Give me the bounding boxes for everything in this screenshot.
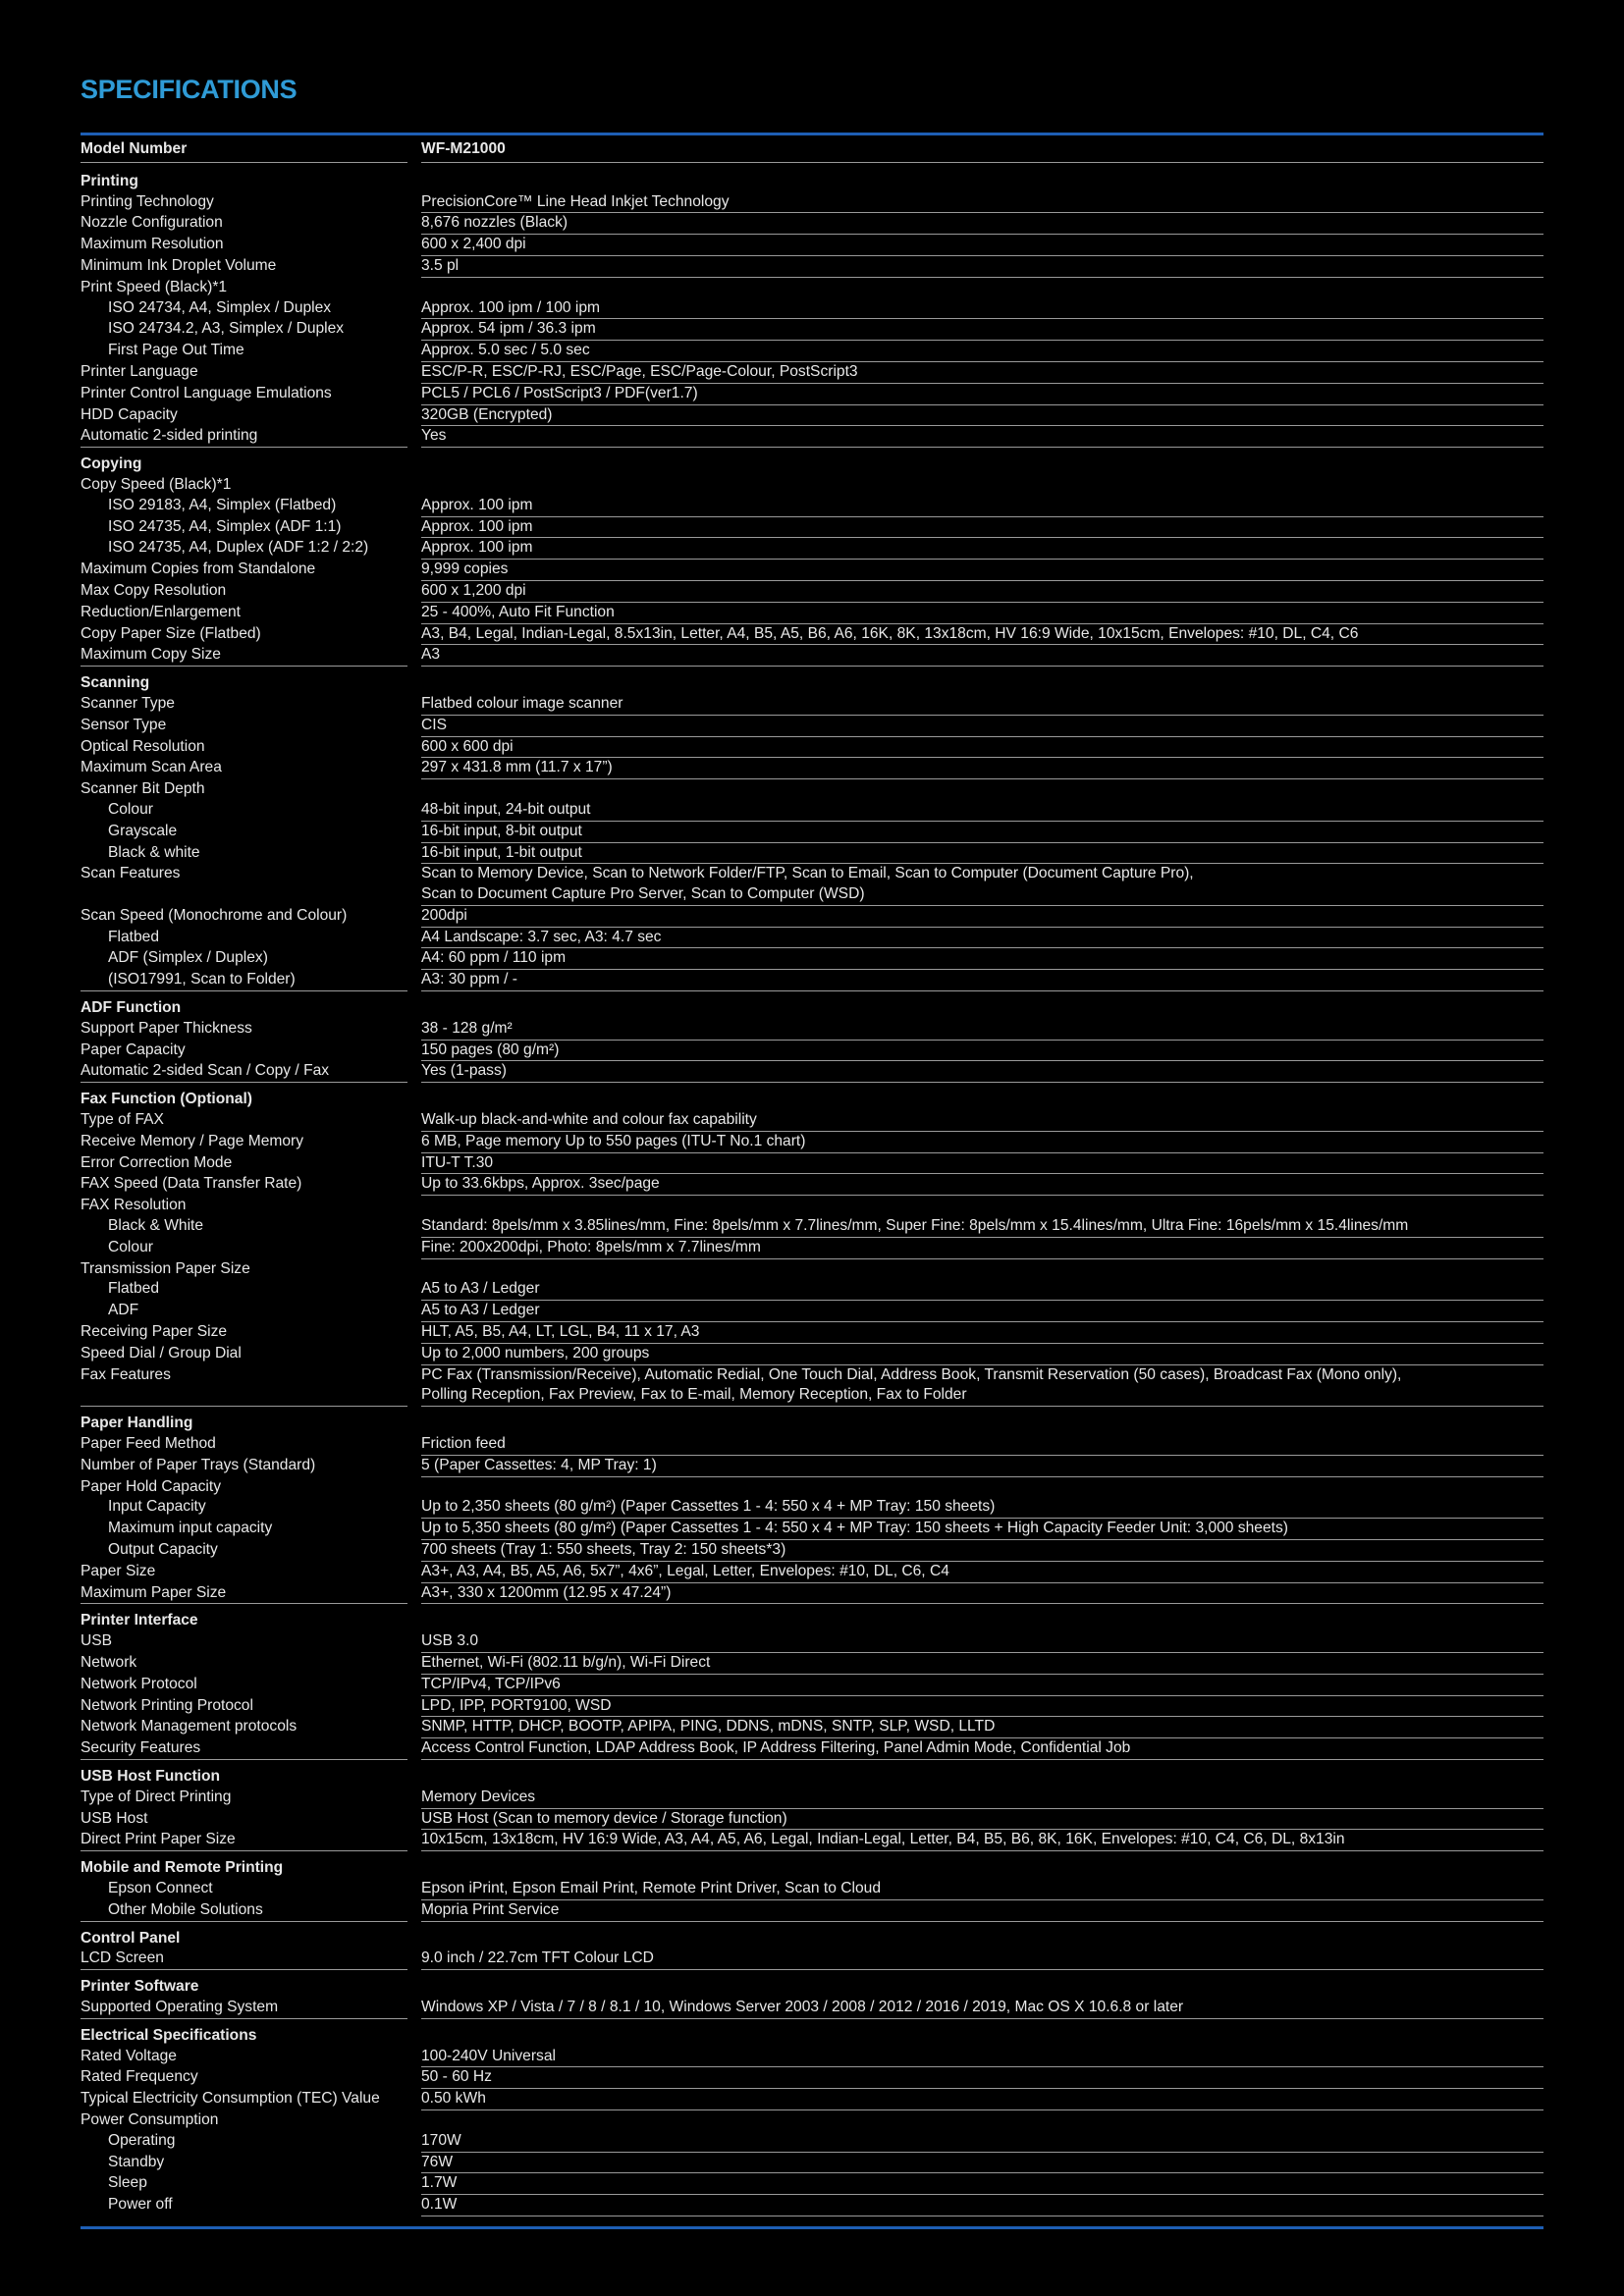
- spec-label: Power off: [108, 2196, 173, 2214]
- spec-row: [81, 1216, 1543, 1238]
- spec-row: [81, 1061, 1543, 1083]
- spec-value: ESC/P-R, ESC/P-RJ, ESC/Page, ESC/Page-Colour, PostScript3: [421, 362, 1543, 384]
- spec-label: Flatbed: [108, 1280, 160, 1298]
- spec-row: [81, 192, 1543, 214]
- spec-row: [81, 1998, 1543, 2019]
- spec-label: Direct Print Paper Size: [81, 1830, 407, 1851]
- spec-row: [81, 1696, 1543, 1718]
- spec-value: [421, 172, 1543, 192]
- spec-label: USB Host: [81, 1809, 148, 1827]
- spec-row: [81, 906, 1543, 928]
- spec-value: [421, 2110, 1543, 2131]
- spec-row: [81, 213, 1543, 235]
- spec-value: A3: [421, 645, 1543, 667]
- spec-label: Black & white: [108, 843, 200, 861]
- spec-label: Paper Capacity: [81, 1041, 186, 1058]
- spec-value: [421, 1977, 1543, 1998]
- spec-value: A4: 60 ppm / 110 ipm: [421, 948, 1543, 970]
- top-rule: [81, 133, 1543, 135]
- spec-value: 9.0 inch / 22.7cm TFT Colour LCD: [421, 1949, 1543, 1970]
- spec-label: USB: [81, 1632, 113, 1650]
- bottom-rule: [81, 2226, 1543, 2229]
- spec-label: Other Mobile Solutions: [81, 1900, 407, 1922]
- section-heading: [81, 1090, 1543, 1110]
- spec-value: A5 to A3 / Ledger: [421, 1279, 1543, 1301]
- spec-label: Automatic 2-sided Scan / Copy / Fax: [81, 1061, 407, 1083]
- spec-label: Receiving Paper Size: [81, 1323, 228, 1341]
- spec-row: [81, 560, 1543, 581]
- spec-value: [421, 779, 1543, 800]
- spec-value: [421, 1259, 1543, 1280]
- spec-label: Sensor Type: [81, 716, 167, 733]
- spec-label: Epson Connect: [108, 1879, 213, 1896]
- section-title: Printing: [81, 172, 138, 189]
- spec-value: USB 3.0: [421, 1631, 1543, 1653]
- spec-value: Up to 33.6kbps, Approx. 3sec/page: [421, 1174, 1543, 1196]
- spec-value: Access Control Function, LDAP Address Book, IP Address Filtering, Panel Admin Mode, Confidential Job: [421, 1738, 1543, 1760]
- spec-row: [81, 1540, 1543, 1562]
- spec-row: [81, 758, 1543, 779]
- spec-value: Approx. 100 ipm: [421, 496, 1543, 517]
- spec-value: 100-240V Universal: [421, 2047, 1543, 2068]
- spec-row: [81, 1301, 1543, 1322]
- spec-value: 50 - 60 Hz: [421, 2067, 1543, 2089]
- spec-value: 297 x 431.8 mm (11.7 x 17”): [421, 758, 1543, 779]
- spec-label: Reduction/Enlargement: [81, 603, 241, 620]
- spec-value: 5 (Paper Cassettes: 4, MP Tray: 1): [421, 1456, 1543, 1477]
- spec-value: [421, 1767, 1543, 1788]
- spec-value: 0.1W: [421, 2195, 1543, 2216]
- spec-label: Maximum Resolution: [81, 236, 224, 253]
- spec-value: SNMP, HTTP, DHCP, BOOTP, APIPA, PING, DDNS, mDNS, SNTP, SLP, WSD, LLTD: [421, 1717, 1543, 1738]
- spec-label: Maximum Copy Size: [81, 645, 407, 667]
- spec-value: Friction feed: [421, 1434, 1543, 1456]
- spec-row: [81, 278, 1543, 298]
- spec-label: Copy Speed (Black)*1: [81, 475, 232, 493]
- spec-label: Minimum Ink Droplet Volume: [81, 256, 277, 274]
- section-title: Mobile and Remote Printing: [81, 1859, 284, 1877]
- spec-label: Flatbed: [108, 928, 160, 945]
- spec-value: Up to 2,350 sheets (80 g/m²) (Paper Cassettes 1 - 4: 550 x 4 + MP Tray: 150 sheets): [421, 1497, 1543, 1519]
- spec-row: [81, 405, 1543, 427]
- spec-value: [421, 1929, 1543, 1949]
- spec-label: ISO 24735, A4, Duplex (ADF 1:2 / 2:2): [108, 539, 369, 557]
- spec-value: [421, 1611, 1543, 1631]
- spec-row: [81, 139, 1543, 165]
- spec-value: Ethernet, Wi-Fi (802.11 b/g/n), Wi-Fi Direct: [421, 1653, 1543, 1675]
- spec-label: LCD Screen: [81, 1949, 407, 1970]
- spec-row: [81, 581, 1543, 603]
- spec-value: 170W: [421, 2131, 1543, 2153]
- spec-value: Approx. 54 ipm / 36.3 ipm: [421, 319, 1543, 341]
- spec-value: 48-bit input, 24-bit output: [421, 800, 1543, 822]
- spec-value: [421, 2026, 1543, 2047]
- spec-row: [81, 1238, 1543, 1259]
- spec-value: A3+, A3, A4, B5, A5, A6, 5x7”, 4x6”, Legal, Letter, Envelopes: #10, DL, C6, C4: [421, 1562, 1543, 1583]
- spec-value: [421, 454, 1543, 475]
- spec-label: Rated Frequency: [81, 2068, 198, 2086]
- spec-row: [81, 2089, 1543, 2110]
- spec-value: [421, 1196, 1543, 1216]
- spec-value: PC Fax (Transmission/Receive), Automatic Redial, One Touch Dial, Address Book, Transmit Reservation (50 cases), Broadcast Fax (Mono only), Polling Reception, Fax Preview, Fax to E-mail, Memory Reception, Fax to Folder: [421, 1365, 1543, 1408]
- spec-row: [81, 970, 1543, 991]
- spec-label: Output Capacity: [108, 1541, 218, 1558]
- spec-row: [81, 694, 1543, 716]
- spec-label: Input Capacity: [108, 1498, 206, 1516]
- spec-label: Supported Operating System: [81, 1998, 407, 2019]
- spec-value: 9,999 copies: [421, 560, 1543, 581]
- spec-value: Walk-up black-and-white and colour fax capability: [421, 1110, 1543, 1132]
- spec-label: FAX Resolution: [81, 1197, 187, 1214]
- spec-value: 320GB (Encrypted): [421, 405, 1543, 427]
- spec-label: Transmission Paper Size: [81, 1259, 250, 1277]
- spec-value: 150 pages (80 g/m²): [421, 1041, 1543, 1062]
- spec-row: [81, 235, 1543, 256]
- spec-row: [81, 1519, 1543, 1540]
- spec-value: Up to 2,000 numbers, 200 groups: [421, 1344, 1543, 1365]
- section-heading: [81, 2026, 1543, 2047]
- spec-row: [81, 538, 1543, 560]
- spec-value: WF-M21000: [421, 139, 1543, 163]
- spec-row: [81, 864, 1543, 906]
- section-heading: [81, 1929, 1543, 1949]
- section-heading: [81, 1414, 1543, 1434]
- spec-value: 200dpi: [421, 906, 1543, 928]
- spec-row: [81, 2110, 1543, 2131]
- spec-row: [81, 843, 1543, 865]
- spec-row: [81, 2047, 1543, 2068]
- section-title: Scanning: [81, 674, 150, 692]
- spec-label: First Page Out Time: [108, 342, 244, 359]
- spec-row: [81, 1344, 1543, 1365]
- spec-value: TCP/IPv4, TCP/IPv6: [421, 1675, 1543, 1696]
- spec-value: Up to 5,350 sheets (80 g/m²) (Paper Cassettes 1 - 4: 550 x 4 + MP Tray: 150 sheets + High Capacity Feeder Unit: 3,000 sheets): [421, 1519, 1543, 1540]
- spec-value: [421, 475, 1543, 496]
- spec-row: [81, 1717, 1543, 1738]
- spec-value: 6 MB, Page memory Up to 550 pages (ITU-T No.1 chart): [421, 1132, 1543, 1153]
- spec-label: Printing Technology: [81, 192, 214, 210]
- spec-value: [421, 1414, 1543, 1434]
- spec-row: [81, 1675, 1543, 1696]
- spec-row: [81, 2173, 1543, 2195]
- spec-row: [81, 256, 1543, 278]
- spec-row: [81, 1279, 1543, 1301]
- section-heading: [81, 1858, 1543, 1879]
- spec-label: Automatic 2-sided printing: [81, 426, 407, 448]
- spec-row: [81, 1019, 1543, 1041]
- spec-label: Rated Voltage: [81, 2047, 177, 2064]
- spec-value: [421, 1858, 1543, 1879]
- spec-row: [81, 1900, 1543, 1922]
- page-title: SPECIFICATIONS: [81, 75, 298, 104]
- spec-label: ADF (Simplex / Duplex): [108, 949, 268, 967]
- spec-label: Sleep: [108, 2174, 147, 2192]
- spec-row: [81, 645, 1543, 667]
- section-heading: [81, 1767, 1543, 1788]
- spec-value: 600 x 600 dpi: [421, 737, 1543, 759]
- spec-row: [81, 426, 1543, 448]
- spec-row: [81, 1322, 1543, 1344]
- spec-row: [81, 948, 1543, 970]
- spec-label: Type of FAX: [81, 1111, 164, 1129]
- spec-row: [81, 822, 1543, 843]
- spec-label: Paper Size: [81, 1562, 156, 1579]
- spec-value: Approx. 100 ipm: [421, 517, 1543, 539]
- spec-value: ITU-T T.30: [421, 1153, 1543, 1175]
- spec-label: Security Features: [81, 1738, 407, 1760]
- spec-value: 16-bit input, 8-bit output: [421, 822, 1543, 843]
- section-title: Control Panel: [81, 1929, 181, 1947]
- spec-value: 3.5 pl: [421, 256, 1543, 278]
- spec-value: A5 to A3 / Ledger: [421, 1301, 1543, 1322]
- spec-label: Nozzle Configuration: [81, 214, 223, 232]
- spec-value: Flatbed colour image scanner: [421, 694, 1543, 716]
- spec-value: 8,676 nozzles (Black): [421, 213, 1543, 235]
- spec-value: CIS: [421, 716, 1543, 737]
- spec-value: Memory Devices: [421, 1788, 1543, 1809]
- spec-row: [81, 737, 1543, 759]
- spec-row: [81, 362, 1543, 384]
- spec-label: (ISO17991, Scan to Folder): [81, 970, 407, 991]
- spec-label: HDD Capacity: [81, 405, 178, 423]
- spec-label: Paper Hold Capacity: [81, 1477, 222, 1495]
- spec-row: [81, 716, 1543, 737]
- spec-value: Approx. 100 ipm: [421, 538, 1543, 560]
- spec-row: [81, 1809, 1543, 1831]
- spec-label: Scanner Bit Depth: [81, 780, 205, 798]
- section-title: Paper Handling: [81, 1415, 193, 1432]
- spec-row: [81, 1583, 1543, 1605]
- spec-value: 700 sheets (Tray 1: 550 sheets, Tray 2: 150 sheets*3): [421, 1540, 1543, 1562]
- spec-value: HLT, A5, B5, A4, LT, LGL, B4, 11 x 17, A3: [421, 1322, 1543, 1344]
- spec-value: A3+, 330 x 1200mm (12.95 x 47.24”): [421, 1583, 1543, 1605]
- spec-row: [81, 1738, 1543, 1760]
- spec-value: Approx. 5.0 sec / 5.0 sec: [421, 341, 1543, 362]
- spec-value: A4 Landscape: 3.7 sec, A3: 4.7 sec: [421, 928, 1543, 949]
- section-heading: [81, 1977, 1543, 1998]
- spec-row: [81, 496, 1543, 517]
- spec-row: [81, 1434, 1543, 1456]
- spec-label: Printer Language: [81, 362, 198, 380]
- spec-value: [421, 673, 1543, 694]
- spec-value: [421, 278, 1543, 298]
- section-title: Electrical Specifications: [81, 2026, 257, 2044]
- spec-value: Windows XP / Vista / 7 / 8 / 8.1 / 10, Windows Server 2003 / 2008 / 2012 / 2016 / 2019, Mac OS X 10.6.8 or later: [421, 1998, 1543, 2019]
- spec-value: 600 x 1,200 dpi: [421, 581, 1543, 603]
- section-heading: [81, 998, 1543, 1019]
- spec-row: [81, 1456, 1543, 1477]
- spec-label: Printer Control Language Emulations: [81, 384, 332, 401]
- spec-value: 1.7W: [421, 2173, 1543, 2195]
- spec-row: [81, 298, 1543, 320]
- spec-value: Fine: 200x200dpi, Photo: 8pels/mm x 7.7lines/mm: [421, 1238, 1543, 1259]
- spec-row: [81, 1110, 1543, 1132]
- spec-row: [81, 1259, 1543, 1280]
- spec-row: [81, 2067, 1543, 2089]
- spec-label: Type of Direct Printing: [81, 1788, 232, 1805]
- spec-label: Maximum input capacity: [108, 1520, 273, 1537]
- spec-value: Yes: [421, 426, 1543, 448]
- spec-label: Model Number: [81, 139, 407, 163]
- section-heading: [81, 454, 1543, 475]
- section-title: ADF Function: [81, 999, 182, 1017]
- spec-value: [421, 1090, 1543, 1110]
- spec-row: [81, 2195, 1543, 2216]
- spec-row: [81, 1041, 1543, 1062]
- spec-value: [421, 998, 1543, 1019]
- spec-value: 16-bit input, 1-bit output: [421, 843, 1543, 865]
- spec-label: Optical Resolution: [81, 737, 205, 755]
- spec-row: [81, 1788, 1543, 1809]
- spec-row: [81, 475, 1543, 496]
- section-title: USB Host Function: [81, 1767, 221, 1785]
- spec-row: [81, 1477, 1543, 1498]
- spec-row: [81, 1653, 1543, 1675]
- spec-label: Support Paper Thickness: [81, 1019, 252, 1037]
- spec-row: [81, 1830, 1543, 1851]
- spec-value: A3: 30 ppm / -: [421, 970, 1543, 991]
- spec-label: Scan Speed (Monochrome and Colour): [81, 906, 348, 924]
- spec-label: Standby: [108, 2153, 165, 2170]
- spec-label: Scan Features: [81, 865, 181, 882]
- spec-row: [81, 1132, 1543, 1153]
- spec-row: [81, 2153, 1543, 2174]
- spec-label: Scanner Type: [81, 694, 175, 712]
- spec-row: [81, 1949, 1543, 1970]
- spec-table: [81, 139, 1543, 2216]
- spec-row: [81, 517, 1543, 539]
- spec-label: FAX Speed (Data Transfer Rate): [81, 1175, 302, 1193]
- section-heading: [81, 673, 1543, 694]
- spec-value: Scan to Memory Device, Scan to Network Folder/FTP, Scan to Email, Scan to Computer (Document Capture Pro), Scan to Document Capture Pro Server, Scan to Computer (WSD): [421, 864, 1543, 906]
- spec-label: Power Consumption: [81, 2110, 219, 2128]
- spec-value: 600 x 2,400 dpi: [421, 235, 1543, 256]
- section-title: Printer Software: [81, 1978, 199, 1996]
- spec-row: [81, 800, 1543, 822]
- spec-row: [81, 1365, 1543, 1408]
- spec-row: [81, 341, 1543, 362]
- spec-row: [81, 1631, 1543, 1653]
- section-heading: [81, 172, 1543, 192]
- spec-row: [81, 624, 1543, 646]
- spec-label: ISO 24735, A4, Simplex (ADF 1:1): [108, 517, 342, 535]
- spec-label: Network Protocol: [81, 1675, 197, 1692]
- spec-row: [81, 384, 1543, 405]
- spec-row: [81, 1196, 1543, 1216]
- spec-label: Number of Paper Trays (Standard): [81, 1456, 316, 1473]
- spec-label: Operating: [108, 2131, 176, 2149]
- spec-label: ISO 24734.2, A3, Simplex / Duplex: [108, 320, 345, 338]
- spec-value: 38 - 128 g/m²: [421, 1019, 1543, 1041]
- spec-value: Standard: 8pels/mm x 3.85lines/mm, Fine: 8pels/mm x 7.7lines/mm, Super Fine: 8pels/mm x 15.4lines/mm, Ultra Fine: 16pels/mm x 15.4lines/mm: [421, 1216, 1543, 1238]
- spec-value: 10x15cm, 13x18cm, HV 16:9 Wide, A3, A4, A5, A6, Legal, Indian-Legal, Letter, B4, B5, B6, 8K, 16K, Envelopes: #10, C4, C6, DL, 8x13in: [421, 1830, 1543, 1851]
- spec-value: Mopria Print Service: [421, 1900, 1543, 1922]
- spec-value: PrecisionCore™ Line Head Inkjet Technology: [421, 192, 1543, 214]
- spec-row: [81, 1174, 1543, 1196]
- spec-label: Colour: [108, 1238, 153, 1255]
- spec-value: PCL5 / PCL6 / PostScript3 / PDF(ver1.7): [421, 384, 1543, 405]
- spec-row: [81, 1879, 1543, 1900]
- spec-row: [81, 1153, 1543, 1175]
- spec-label: ISO 29183, A4, Simplex (Flatbed): [108, 496, 337, 513]
- spec-label: Network Printing Protocol: [81, 1696, 253, 1714]
- spec-label: Paper Feed Method: [81, 1435, 216, 1453]
- section-title: Printer Interface: [81, 1612, 198, 1629]
- spec-value: A3, B4, Legal, Indian-Legal, 8.5x13in, Letter, A4, B5, A5, B6, A6, 16K, 8K, 13x18cm, HV 16:9 Wide, 10x15cm, Envelopes: #10, DL, C4, C6: [421, 624, 1543, 646]
- spec-label: Maximum Paper Size: [81, 1583, 407, 1605]
- spec-value: 76W: [421, 2153, 1543, 2174]
- spec-label: Receive Memory / Page Memory: [81, 1132, 304, 1149]
- spec-value: 25 - 400%, Auto Fit Function: [421, 603, 1543, 624]
- spec-label: Copy Paper Size (Flatbed): [81, 624, 261, 642]
- spec-row: [81, 603, 1543, 624]
- spec-value: 0.50 kWh: [421, 2089, 1543, 2110]
- spec-value: LPD, IPP, PORT9100, WSD: [421, 1696, 1543, 1718]
- spec-value: Epson iPrint, Epson Email Print, Remote Print Driver, Scan to Cloud: [421, 1879, 1543, 1900]
- section-title: Copying: [81, 455, 142, 473]
- spec-label: Network: [81, 1653, 137, 1671]
- spec-label: Typical Electricity Consumption (TEC) Value: [81, 2090, 380, 2108]
- spec-label: Network Management protocols: [81, 1718, 298, 1735]
- spec-row: [81, 1497, 1543, 1519]
- spec-row: [81, 1562, 1543, 1583]
- spec-label: Fax Features: [81, 1365, 407, 1408]
- spec-label: Print Speed (Black)*1: [81, 278, 228, 295]
- spec-value: Yes (1-pass): [421, 1061, 1543, 1083]
- spec-label: Max Copy Resolution: [81, 581, 227, 599]
- section-title: Fax Function (Optional): [81, 1091, 252, 1108]
- spec-value: Approx. 100 ipm / 100 ipm: [421, 298, 1543, 320]
- spec-row: [81, 928, 1543, 949]
- spec-label: ISO 24734, A4, Simplex / Duplex: [108, 298, 332, 316]
- spec-label: Grayscale: [108, 822, 178, 839]
- spec-row: [81, 779, 1543, 800]
- spec-label: Speed Dial / Group Dial: [81, 1344, 242, 1362]
- spec-value: USB Host (Scan to memory device / Storage function): [421, 1809, 1543, 1831]
- spec-value: [421, 1477, 1543, 1498]
- spec-row: [81, 319, 1543, 341]
- spec-label: ADF: [108, 1302, 139, 1319]
- spec-label: Black & White: [108, 1217, 204, 1235]
- section-heading: [81, 1611, 1543, 1631]
- spec-label: Maximum Copies from Standalone: [81, 561, 316, 578]
- spec-label: Error Correction Mode: [81, 1153, 233, 1171]
- spec-row: [81, 2131, 1543, 2153]
- spec-label: Maximum Scan Area: [81, 759, 222, 776]
- spec-label: Colour: [108, 800, 153, 818]
